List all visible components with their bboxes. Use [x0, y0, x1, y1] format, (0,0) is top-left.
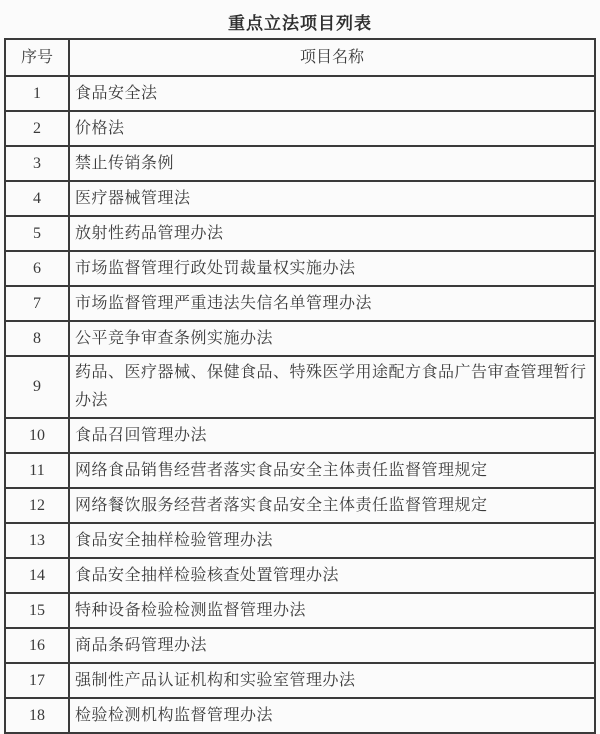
row-project-name: 医疗器械管理法: [69, 181, 595, 216]
row-serial-number: 5: [5, 216, 69, 251]
row-serial-number: 14: [5, 558, 69, 593]
table-row: [5, 593, 595, 628]
row-serial-number: 7: [5, 286, 69, 321]
row-project-name: 市场监督管理行政处罚裁量权实施办法: [69, 251, 595, 286]
row-project-name: 食品召回管理办法: [69, 418, 595, 453]
row-project-name: 食品安全法: [69, 76, 595, 111]
row-serial-number: 13: [5, 523, 69, 558]
row-serial-number: 9: [5, 356, 69, 418]
table-body: [5, 76, 595, 733]
row-project-name: 检验检测机构监督管理办法: [69, 698, 595, 733]
table-row: [5, 216, 595, 251]
row-project-name: 放射性药品管理办法: [69, 216, 595, 251]
row-serial-number: 1: [5, 76, 69, 111]
row-serial-number: 10: [5, 418, 69, 453]
table-row: [5, 453, 595, 488]
row-serial-number: 3: [5, 146, 69, 181]
row-project-name: 网络食品销售经营者落实食品安全主体责任监督管理规定: [69, 453, 595, 488]
row-project-name: 公平竞争审查条例实施办法: [69, 321, 595, 356]
row-project-name: 价格法: [69, 111, 595, 146]
row-project-name: 网络餐饮服务经营者落实食品安全主体责任监督管理规定: [69, 488, 595, 523]
table-row: [5, 286, 595, 321]
row-serial-number: 4: [5, 181, 69, 216]
table-row: [5, 356, 595, 418]
row-serial-number: 16: [5, 628, 69, 663]
table-row: [5, 181, 595, 216]
table-row: [5, 251, 595, 286]
row-project-name: 食品安全抽样检验管理办法: [69, 523, 595, 558]
table-row: [5, 76, 595, 111]
row-project-name: 商品条码管理办法: [69, 628, 595, 663]
row-project-name: 禁止传销条例: [69, 146, 595, 181]
row-project-name: 食品安全抽样检验核查处置管理办法: [69, 558, 595, 593]
table-row: [5, 146, 595, 181]
row-serial-number: 12: [5, 488, 69, 523]
table-row: [5, 488, 595, 523]
row-project-name: 药品、医疗器械、保健食品、特殊医学用途配方食品广告审查管理暂行办法: [69, 356, 595, 418]
legislation-table: [4, 38, 596, 734]
col-header-project-name: 项目名称: [69, 39, 595, 76]
row-serial-number: 18: [5, 698, 69, 733]
table-row: [5, 523, 595, 558]
row-serial-number: 15: [5, 593, 69, 628]
table-row: [5, 698, 595, 733]
page-title: 重点立法项目列表: [228, 14, 372, 33]
table-row: [5, 663, 595, 698]
row-project-name: 强制性产品认证机构和实验室管理办法: [69, 663, 595, 698]
row-project-name: 特种设备检验检测监督管理办法: [69, 593, 595, 628]
col-header-serial-number: 序号: [5, 39, 69, 76]
row-serial-number: 2: [5, 111, 69, 146]
row-serial-number: 6: [5, 251, 69, 286]
table-row: [5, 111, 595, 146]
table-header-row: [5, 39, 595, 76]
table-row: [5, 321, 595, 356]
table-row: [5, 628, 595, 663]
table-row: [5, 558, 595, 593]
row-project-name: 市场监督管理严重违法失信名单管理办法: [69, 286, 595, 321]
row-serial-number: 11: [5, 453, 69, 488]
table-row: [5, 418, 595, 453]
row-serial-number: 17: [5, 663, 69, 698]
row-serial-number: 8: [5, 321, 69, 356]
